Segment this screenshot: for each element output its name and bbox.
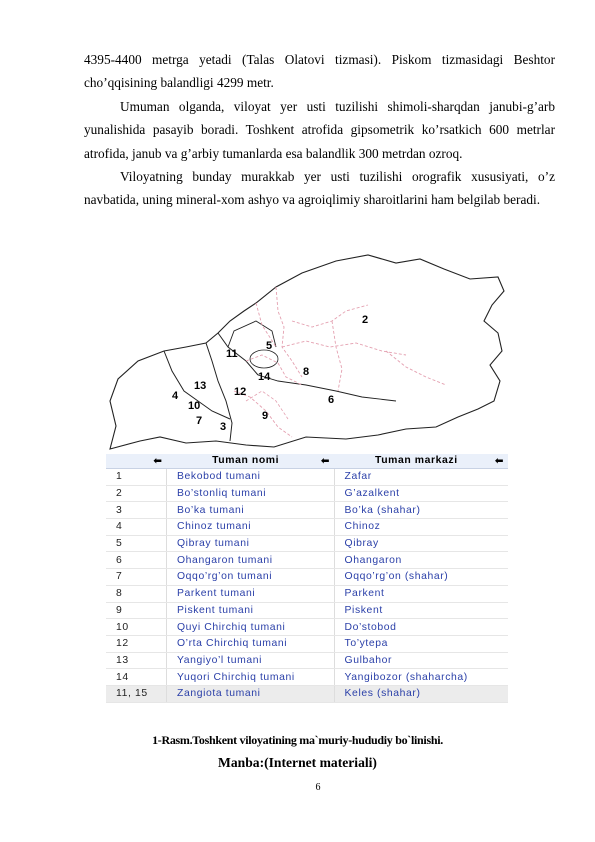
page-number: 6 bbox=[315, 782, 321, 793]
row-number: 8 bbox=[106, 585, 167, 602]
district-center[interactable]: G’azalkent bbox=[334, 485, 508, 502]
row-number: 7 bbox=[106, 569, 167, 586]
district-center[interactable]: Piskent bbox=[334, 602, 508, 619]
district-center[interactable]: Bo’ka (shahar) bbox=[334, 502, 508, 519]
district-center[interactable]: Zafar bbox=[334, 469, 508, 486]
district-name[interactable]: O’rta Chirchiq tumani bbox=[167, 635, 335, 652]
column-header-district[interactable] bbox=[167, 454, 335, 469]
district-center[interactable]: To’ytepa bbox=[334, 635, 508, 652]
district-name[interactable]: Ohangaron tumani bbox=[167, 552, 335, 569]
table-row bbox=[106, 535, 508, 552]
map-label: 12 bbox=[234, 386, 247, 398]
table-row bbox=[106, 502, 508, 519]
map-label: 4 bbox=[172, 390, 179, 402]
figure-source: Manba:(Internet materiali) bbox=[218, 755, 377, 770]
district-name[interactable]: Parkent tumani bbox=[167, 585, 335, 602]
sort-arrow-icon: ⬅ bbox=[494, 456, 504, 467]
table-row bbox=[106, 469, 508, 486]
district-name[interactable]: Zangiota tumani bbox=[167, 685, 335, 702]
column-header-center[interactable] bbox=[334, 454, 508, 469]
table-row bbox=[106, 585, 508, 602]
district-name[interactable]: Bo’stonliq tumani bbox=[167, 485, 335, 502]
row-number: 5 bbox=[106, 535, 167, 552]
district-name[interactable]: Quyi Chirchiq tumani bbox=[167, 619, 335, 636]
figure-caption: 1-Rasm.Toshkent viloyatining ma`muriy-hududiy bo`linishi. bbox=[152, 733, 443, 747]
map-label: 10 bbox=[188, 400, 201, 412]
district-center[interactable]: Oqqo’rg’on (shahar) bbox=[334, 569, 508, 586]
table-row bbox=[106, 485, 508, 502]
table-row bbox=[106, 569, 508, 586]
row-number: 1 bbox=[106, 469, 167, 486]
table-row bbox=[106, 602, 508, 619]
map-label: 6 bbox=[328, 394, 335, 406]
table-row bbox=[106, 685, 508, 702]
table-row bbox=[106, 669, 508, 686]
district-center[interactable]: Qibray bbox=[334, 535, 508, 552]
sort-arrow-icon: ⬅ bbox=[320, 456, 331, 467]
table-row bbox=[106, 552, 508, 569]
row-number: 10 bbox=[106, 619, 167, 636]
row-number: 11, 15 bbox=[106, 685, 167, 702]
map-label: 13 bbox=[194, 380, 207, 392]
row-number: 2 bbox=[106, 485, 167, 502]
districts-table bbox=[106, 454, 508, 703]
column-header-label: Tuman nomi bbox=[212, 455, 280, 466]
district-name[interactable]: Piskent tumani bbox=[167, 602, 335, 619]
table-row bbox=[106, 519, 508, 536]
table-header-row bbox=[106, 454, 508, 469]
paragraph-3: Viloyatning bunday murakkab yer usti tuzilishi orografik xususiyati, o’z navbatida, uning mineral-xom ashyo va agroiqlimiy sharoitlarini ham belgilab beradi. bbox=[84, 169, 555, 208]
column-header-label: Tuman markazi bbox=[375, 455, 458, 466]
district-name[interactable]: Chinoz tumani bbox=[167, 519, 335, 536]
row-number: 12 bbox=[106, 635, 167, 652]
district-name[interactable]: Bekobod tumani bbox=[167, 469, 335, 486]
map-label: 7 bbox=[196, 415, 203, 427]
map-label: 8 bbox=[303, 366, 310, 378]
district-name[interactable]: Yuqori Chirchiq tumani bbox=[167, 669, 335, 686]
district-name[interactable]: Qibray tumani bbox=[167, 535, 335, 552]
map-label: 14 bbox=[258, 371, 271, 383]
paragraph-2: Umuman olganda, viloyat yer usti tuzilishi shimoli-sharqdan janubi-g’arb yunalishida pasayib boradi. Toshkent atrofida gipsometrik ko’rsatkich 600 metrlar atrofida, janub va g’arbiy tumanlarda esa balandlik 300 metrdan ozroq. bbox=[84, 99, 555, 161]
table-row bbox=[106, 635, 508, 652]
row-number: 14 bbox=[106, 669, 167, 686]
map-label: 2 bbox=[362, 314, 369, 326]
map-label: 11 bbox=[226, 348, 238, 360]
district-center[interactable]: Chinoz bbox=[334, 519, 508, 536]
region-map bbox=[106, 251, 508, 454]
row-number: 13 bbox=[106, 652, 167, 669]
figure-map-table bbox=[106, 251, 508, 700]
district-center[interactable]: Keles (shahar) bbox=[334, 685, 508, 702]
district-name[interactable]: Oqqo’rg’on tumani bbox=[167, 569, 335, 586]
map-label: 9 bbox=[262, 410, 269, 422]
district-name[interactable]: Bo’ka tumani bbox=[167, 502, 335, 519]
sort-arrow-icon[interactable]: ⬅ bbox=[106, 454, 167, 469]
district-center[interactable]: Ohangaron bbox=[334, 552, 508, 569]
table-row bbox=[106, 619, 508, 636]
district-center[interactable]: Yangibozor (shaharcha) bbox=[334, 669, 508, 686]
district-center[interactable]: Parkent bbox=[334, 585, 508, 602]
district-center[interactable]: Do’stobod bbox=[334, 619, 508, 636]
district-center[interactable]: Gulbahor bbox=[334, 652, 508, 669]
row-number: 9 bbox=[106, 602, 167, 619]
table-row bbox=[106, 652, 508, 669]
row-number: 3 bbox=[106, 502, 167, 519]
row-number: 4 bbox=[106, 519, 167, 536]
paragraph-1: 4395-4400 metrga yetadi (Talas Olatovi tizmasi). Piskom tizmasidagi Beshtor cho’qqisining balandligi 4299 metr. bbox=[84, 52, 555, 91]
row-number: 6 bbox=[106, 552, 167, 569]
map-label: 5 bbox=[266, 340, 273, 352]
district-name[interactable]: Yangiyo’l tumani bbox=[167, 652, 335, 669]
map-label: 3 bbox=[220, 421, 227, 433]
